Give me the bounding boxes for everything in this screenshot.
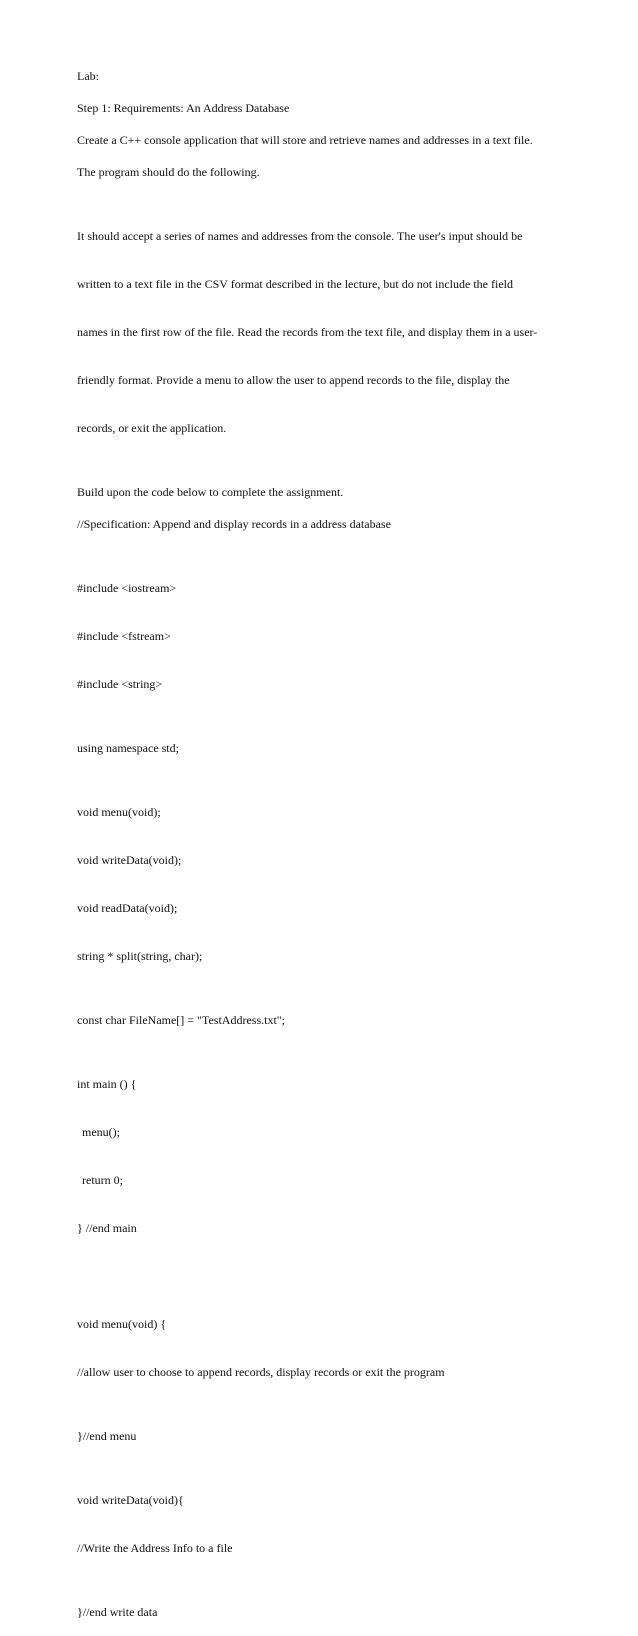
specification-comment: //Specification: Append and display records in a address database	[77, 517, 391, 531]
requirements-paragraph	[77, 196, 577, 468]
code-line: menu();	[82, 1125, 120, 1139]
program-should-paragraph: The program should do the following.	[77, 165, 260, 179]
include-line: #include <string>	[77, 677, 163, 691]
step-heading: Step 1: Requirements: An Address Database	[77, 101, 290, 115]
code-line: } //end main	[77, 1221, 137, 1235]
main-function-block	[77, 1044, 577, 1268]
requirements-line: friendly format. Provide a menu to allow the user to append records to the file, display the	[77, 373, 510, 387]
menu-function-block	[77, 1284, 577, 1412]
requirements-line: names in the first row of the file. Read the records from the text file, and display them in a user-	[77, 325, 538, 339]
requirements-line: It should accept a series of names and addresses from the console. The user's input should be	[77, 229, 523, 243]
requirements-line: records, or exit the application.	[77, 421, 227, 435]
lab-title: Lab:	[77, 69, 99, 83]
code-line: return 0;	[82, 1173, 123, 1187]
prototype-line: void menu(void);	[77, 805, 161, 819]
write-function-block	[77, 1460, 577, 1588]
prototype-line: void readData(void);	[77, 901, 178, 915]
include-block	[77, 548, 577, 724]
code-line: int main () {	[77, 1077, 137, 1091]
code-line: void writeData(void){	[77, 1493, 184, 1507]
write-end-line: }//end write data	[77, 1605, 158, 1619]
code-line: void menu(void) {	[77, 1317, 167, 1331]
prototype-line: string * split(string, char);	[77, 949, 203, 963]
document-page	[77, 68, 577, 1636]
intro-paragraph: Create a C++ console application that will store and retrieve names and addresses in a text file.	[77, 133, 533, 147]
build-upon-paragraph: Build upon the code below to complete the assignment.	[77, 485, 344, 499]
include-line: #include <iostream>	[77, 581, 177, 595]
code-line: //allow user to choose to append records, display records or exit the program	[77, 1365, 445, 1379]
using-namespace-line: using namespace std;	[77, 741, 179, 755]
code-line: //Write the Address Info to a file	[77, 1541, 233, 1555]
prototype-block	[77, 772, 577, 996]
const-declaration-line: const char FileName[] = "TestAddress.txt";	[77, 1013, 286, 1027]
prototype-line: void writeData(void);	[77, 853, 182, 867]
requirements-line: written to a text file in the CSV format described in the lecture, but do not include the field	[77, 277, 513, 291]
menu-end-line: }//end menu	[77, 1429, 137, 1443]
include-line: #include <fstream>	[77, 629, 171, 643]
